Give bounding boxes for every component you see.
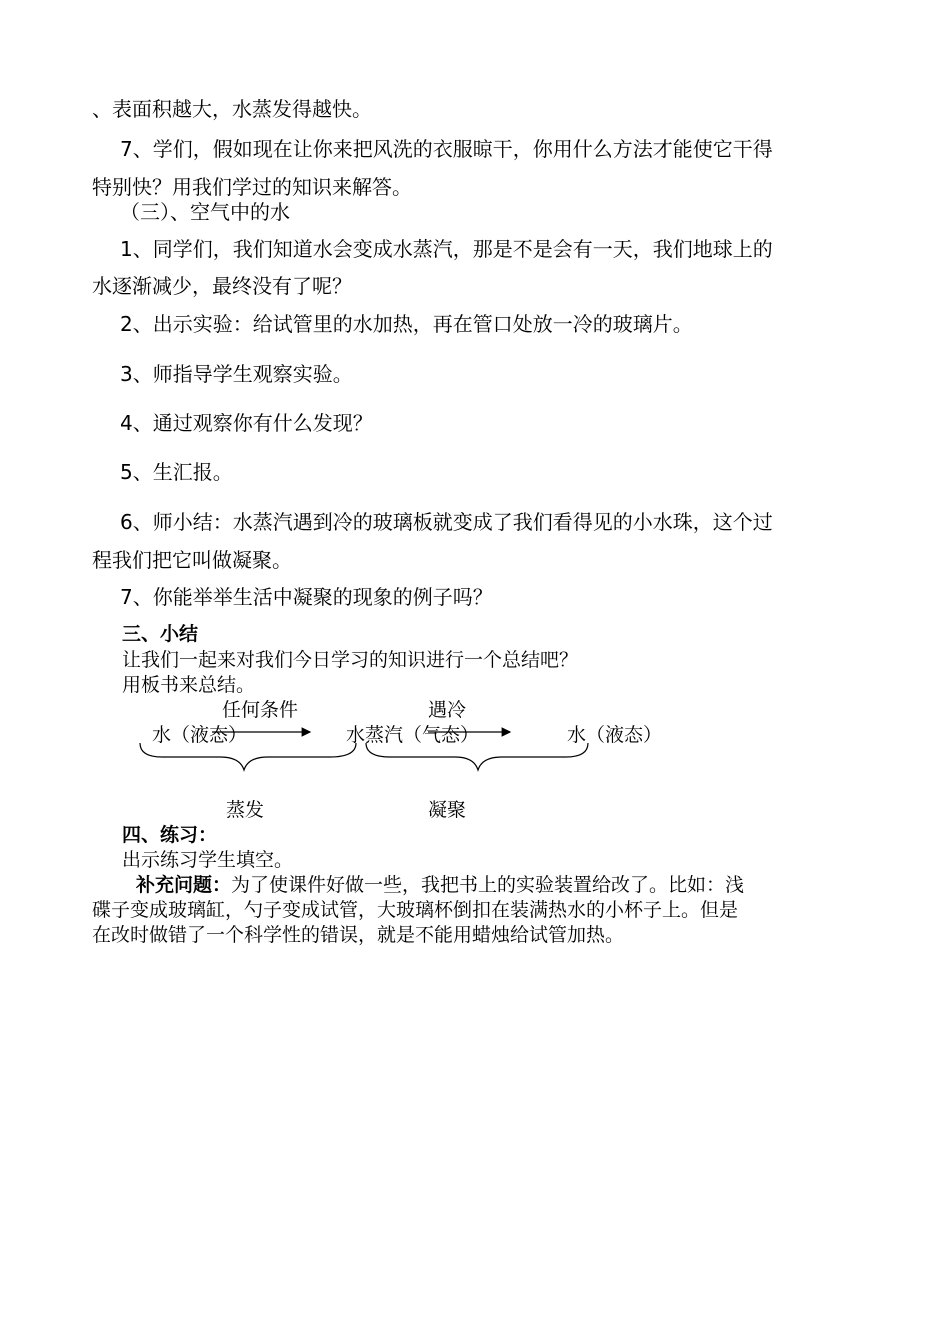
- text-line: 1、同学们，我们知道水会变成水蒸汽，那是不是会有一天，我们地球上的: [120, 237, 773, 261]
- state-label: 水（液态）: [567, 724, 663, 746]
- text-line: 4、通过观察你有什么发现？: [120, 411, 373, 435]
- process-label: 蒸发: [226, 799, 265, 821]
- brace-icon: [140, 743, 356, 770]
- text-line: 7、你能举举生活中凝聚的现象的例子吗？: [120, 585, 493, 609]
- section-heading: 四、练习：: [122, 824, 218, 846]
- text-line: 、表面积越大，水蒸发得越快。: [92, 97, 372, 121]
- text-line: 7、学们，假如现在让你来把风洗的衣服晾干，你用什么方法才能使它干得: [120, 137, 773, 161]
- text-line: 水逐渐减少，最终没有了呢？: [92, 274, 352, 298]
- text-line: 在改时做错了一个科学性的错误，就是不能用蜡烛给试管加热。: [92, 924, 625, 946]
- text-line: 3、师指导学生观察实验。: [120, 362, 353, 386]
- text-line: 出示练习学生填空。: [122, 849, 294, 871]
- condition-label: 任何条件: [222, 699, 299, 721]
- supplement-text: 为了使课件好做一些，我把书上的实验装置给改了。比如：浅: [231, 874, 745, 896]
- state-label: 水蒸汽（气态）: [346, 724, 480, 746]
- state-label: 水（液态）: [152, 724, 248, 746]
- text-line: 2、出示实验：给试管里的水加热，再在管口处放一冷的玻璃片。: [120, 312, 693, 336]
- text-line: 5、生汇报。: [120, 460, 233, 484]
- text-line: 让我们一起来对我们今日学习的知识进行一个总结吧？: [122, 649, 579, 671]
- condition-label: 遇冷: [428, 699, 467, 721]
- text-line: 程我们把它叫做凝聚。: [92, 548, 292, 572]
- text-line: [136, 873, 744, 897]
- supplement-label: 补充问题：: [136, 874, 232, 896]
- brace-icon: [366, 743, 588, 770]
- process-label: 凝聚: [428, 799, 467, 821]
- section-heading: 三、小结: [122, 623, 199, 645]
- text-line: 用板书来总结。: [122, 674, 256, 696]
- text-line: 特别快？用我们学过的知识来解答。: [92, 175, 412, 199]
- text-line: 6、师小结：水蒸汽遇到冷的玻璃板就变成了我们看得见的小水珠，这个过: [120, 510, 773, 534]
- text-line: 碟子变成玻璃缸，勺子变成试管，大玻璃杯倒扣在装满热水的小杯子上。但是: [92, 899, 739, 921]
- section-heading: （三）、空气中的水: [120, 200, 290, 224]
